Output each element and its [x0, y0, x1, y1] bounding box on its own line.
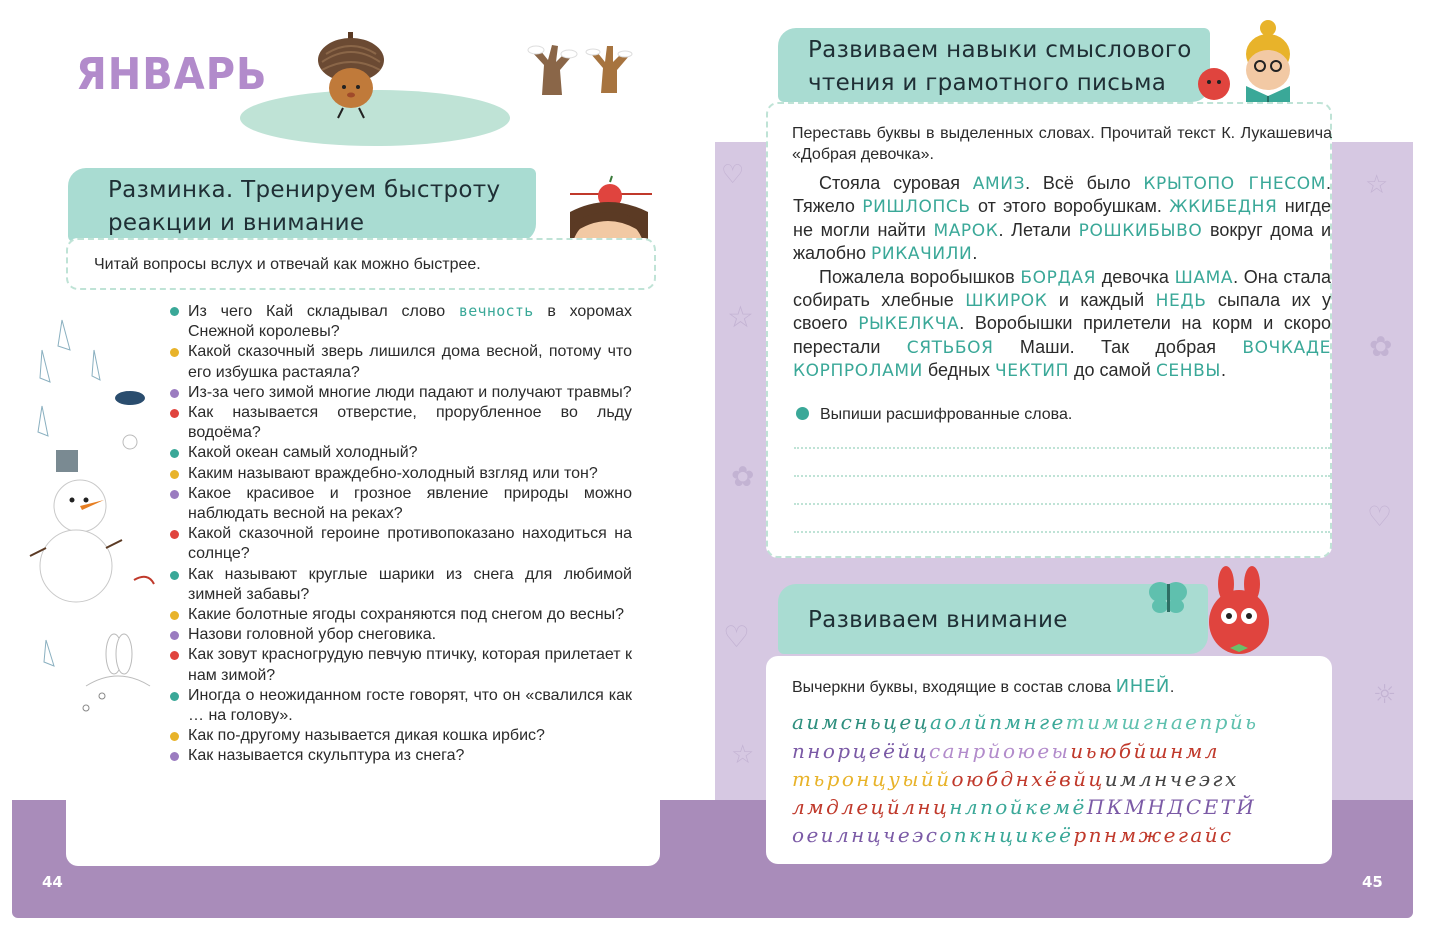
bullet-dot — [170, 490, 179, 499]
bullet-dot — [170, 307, 179, 316]
section-title-line2: чтения и грамотного письма — [808, 70, 1167, 96]
answer-line[interactable] — [794, 447, 1330, 449]
question-text: Каким называют враждебно-холодный взгляд или тон? — [188, 464, 598, 482]
question-text: Назови головной убор снеговика. — [188, 626, 437, 644]
scrambled-word: ВОЧКАДЕ КОРПРОЛАМИ — [793, 337, 1332, 382]
question-text: в хоромах Снежной королевы? — [188, 303, 632, 341]
section-header-attention — [778, 584, 1208, 654]
letter-sequence[interactable]: опкнцикеё — [939, 823, 1074, 847]
letter-sequence[interactable]: оюбднхёвйц — [951, 767, 1105, 791]
snowy-stump-illustration — [522, 40, 582, 95]
scrambled-word: РИКАЧИЛИ — [871, 244, 973, 265]
reading-kid-illustration — [1196, 14, 1300, 114]
butterfly-illustration — [1146, 574, 1190, 618]
bullet-dot — [170, 389, 179, 398]
question-item — [170, 524, 632, 564]
question-text: Как зовут красногрудую певчую птичку, которая прилетает к нам зимой? — [188, 646, 632, 684]
story-text-fragment: Маши. Так добрая — [993, 336, 1243, 357]
story-paragraph-2 — [793, 266, 1331, 383]
bullet-dot — [170, 530, 179, 539]
page-number-left: 44 — [42, 873, 63, 891]
scrambled-word: РОШКИБЫВО — [1078, 220, 1203, 241]
letter-row[interactable] — [792, 795, 1332, 819]
bullet-dot — [170, 631, 179, 640]
month-title: ЯНВАРЬ — [76, 50, 268, 100]
question-text: Как называют круглые шарики из снега для любимой зимней забавы? — [188, 565, 632, 603]
story-text-fragment: девочка — [1096, 266, 1175, 287]
letter-sequence[interactable]: санрйоюеы — [928, 739, 1071, 763]
star-doodle: ☆ — [727, 300, 754, 335]
question-text: Как по-другому называется дикая кошка ирбис? — [188, 727, 545, 745]
flower-doodle: ✿ — [731, 460, 755, 493]
heart-doodle: ♡ — [1367, 500, 1393, 533]
story-text-fragment: . — [1221, 360, 1227, 381]
question-item — [170, 403, 632, 443]
question-text: Какое красивое и грозное явление природы можно наблюдать весной на реках? — [188, 484, 632, 523]
page-number-right: 45 — [1362, 873, 1383, 891]
answer-line[interactable] — [794, 531, 1330, 533]
scrambled-word: ШКИРОК — [965, 291, 1048, 312]
scrambled-word: РИШЛОПСЬ — [862, 197, 971, 218]
instruction-box-left — [66, 238, 656, 290]
rabbit-character-illustration — [1202, 566, 1276, 662]
letter-sequence[interactable]: аимсньцец — [792, 710, 930, 734]
story-text-fragment: . — [972, 243, 978, 264]
story-text-fragment: до самой — [1068, 360, 1156, 381]
section-title-line1: Разминка. Тренируем быстроту — [108, 177, 501, 203]
story-text — [793, 172, 1331, 383]
story-paragraph-1 — [793, 172, 1331, 266]
letter-sequence[interactable]: тьронцуыйй — [792, 767, 952, 791]
section-title-line2: реакции и внимание — [108, 210, 365, 236]
letter-sequence[interactable]: аолйпмнге — [930, 710, 1066, 734]
task-label: Выпиши расшифрованные слова. — [820, 406, 1073, 423]
question-item — [170, 625, 632, 645]
acorn-character-illustration — [316, 32, 386, 122]
letter-sequence[interactable]: имлнчеэгх — [1104, 767, 1239, 791]
question-text: Из-за чего зимой многие люди падают и получают травмы? — [188, 383, 632, 401]
question-item — [170, 383, 632, 403]
story-text-fragment: бедных — [922, 360, 996, 381]
question-text: Иногда о неожиданном госте говорят, что он «свалился как … на голову». — [188, 686, 632, 725]
question-item — [170, 342, 632, 382]
story-text-fragment: . Всё было — [1025, 173, 1144, 193]
answer-line[interactable] — [794, 475, 1330, 477]
bullet-dot — [170, 348, 179, 357]
highlighted-word: вечность — [458, 302, 534, 320]
question-item — [170, 301, 632, 342]
story-text-fragment: от этого воробушкам. — [970, 196, 1170, 217]
story-text-fragment: и каждый — [1047, 290, 1156, 311]
letter-row[interactable] — [792, 823, 1332, 847]
scrambled-word: БОРДАЯ — [1020, 267, 1096, 288]
question-item — [170, 746, 632, 766]
letter-row[interactable] — [792, 739, 1332, 763]
bullet-dot — [170, 409, 179, 418]
letter-sequence[interactable]: рпнмжегайс — [1073, 823, 1234, 847]
bullet-dot — [170, 470, 179, 479]
heart-doodle: ♡ — [723, 620, 750, 655]
letter-sequence[interactable]: тимшгнаепрйь — [1065, 710, 1259, 734]
story-text-fragment: нигде не могли найти — [793, 196, 1331, 240]
story-text-fragment: Пожалела воробышков — [819, 266, 1021, 287]
question-text: Как называется скульптура из снега? — [188, 747, 465, 765]
question-text: Из чего Кай складывал слово — [188, 303, 459, 320]
story-text-fragment: . Воробышки прилетели на корм и скоро перестали — [793, 313, 1331, 357]
bullet-dot — [170, 651, 179, 660]
star-doodle: ☆ — [731, 740, 755, 770]
bullet-dot — [170, 571, 179, 580]
question-item — [170, 686, 632, 726]
instruction-reading: Переставь буквы в выделенных словах. Прочитай текст К. Лукашевича «Добрая девочка». — [792, 125, 1332, 163]
scrambled-word: МАРОК — [933, 220, 999, 241]
story-text-fragment: Стояла суровая — [819, 173, 973, 193]
scrambled-word: АМИЗ — [972, 174, 1026, 194]
question-text: Какой сказочный зверь лишился дома весной, потому что его избушка растаяла? — [188, 343, 632, 381]
bullet-dot — [170, 752, 179, 761]
question-text: Какие болотные ягоды сохраняются под снегом до весны? — [188, 606, 625, 624]
scrambled-word: НЕДЬ — [1155, 291, 1207, 312]
letter-sequence[interactable]: нлпойкемё — [949, 795, 1087, 819]
letter-sequence[interactable]: пнорцеёйц — [792, 739, 929, 763]
letter-sequence[interactable]: оеилнцчеэс — [792, 823, 940, 847]
instruction-attention-text: Вычеркни буквы, входящие в состав слова — [792, 679, 1116, 696]
scrambled-word: СЯТЬБОЯ — [906, 337, 994, 358]
bullet-dot — [170, 449, 179, 458]
question-item — [170, 443, 632, 463]
target-word: ИНЕЙ — [1115, 676, 1170, 697]
section-title-line1: Развиваем навыки смыслового — [808, 37, 1192, 63]
story-text-fragment: . Летали — [998, 219, 1079, 240]
story-text-fragment: сыпала их у своего — [793, 290, 1332, 334]
question-item — [170, 726, 632, 746]
answer-line[interactable] — [794, 503, 1330, 505]
scrambled-word: СЕНВЫ — [1155, 361, 1222, 382]
instruction-attention — [792, 676, 1174, 697]
bullet-dot — [170, 732, 179, 741]
bullet-dot — [170, 611, 179, 620]
heart-doodle: ♡ — [721, 160, 745, 190]
task-bullet — [796, 407, 809, 420]
instruction-attention-end: . — [1169, 679, 1175, 696]
snowy-tree-illustration — [583, 38, 633, 93]
scrambled-word: РЫКЕЛКЧА — [858, 314, 960, 335]
question-text: Какой сказочной героине противопоказано находиться на солнце? — [188, 525, 632, 563]
bullet-dot — [170, 692, 179, 701]
question-item — [170, 464, 632, 484]
story-text-fragment: . Она стала собирать хлебные — [793, 266, 1332, 311]
question-item — [170, 605, 632, 625]
question-text: Какой океан самый холодный? — [188, 444, 418, 462]
question-item — [170, 484, 632, 524]
story-text-fragment: . Тяжело — [793, 173, 1331, 217]
scrambled-word: КРЫТОПО ГНЕСОМ — [1143, 174, 1326, 194]
letter-row[interactable] — [792, 710, 1332, 734]
questions-list — [170, 301, 632, 767]
letter-row[interactable] — [792, 767, 1332, 791]
question-item — [170, 645, 632, 685]
section-header-reading — [778, 28, 1210, 102]
section-header-warmup — [68, 168, 536, 242]
star-doodle: ☆ — [1365, 170, 1389, 200]
scrambled-word: ШАМА — [1174, 267, 1234, 288]
sun-doodle: ☼ — [1373, 680, 1397, 710]
scrambled-word: ЖКИБЕДНЯ — [1169, 197, 1278, 218]
letter-sequence[interactable]: лмдлецйлнц — [792, 795, 950, 819]
question-text: Как называется отверстие, прорубленное во льду водоёма? — [188, 404, 632, 442]
question-item — [170, 565, 632, 605]
story-text-fragment: вокруг дома и жалобно — [793, 219, 1331, 264]
flower-doodle: ✿ — [1369, 330, 1393, 363]
section2-title: Развиваем внимание — [808, 607, 1068, 633]
letter-sequence[interactable]: иьюбйшнмл — [1070, 739, 1220, 763]
instruction-text: Читай вопросы вслух и отвечай как можно быстрее. — [94, 256, 481, 273]
scrambled-word: ЧЕКТИП — [995, 361, 1069, 382]
letter-sequence[interactable]: ПКМНДСЕТЙ — [1086, 795, 1257, 819]
snowman-illustration — [22, 310, 162, 730]
